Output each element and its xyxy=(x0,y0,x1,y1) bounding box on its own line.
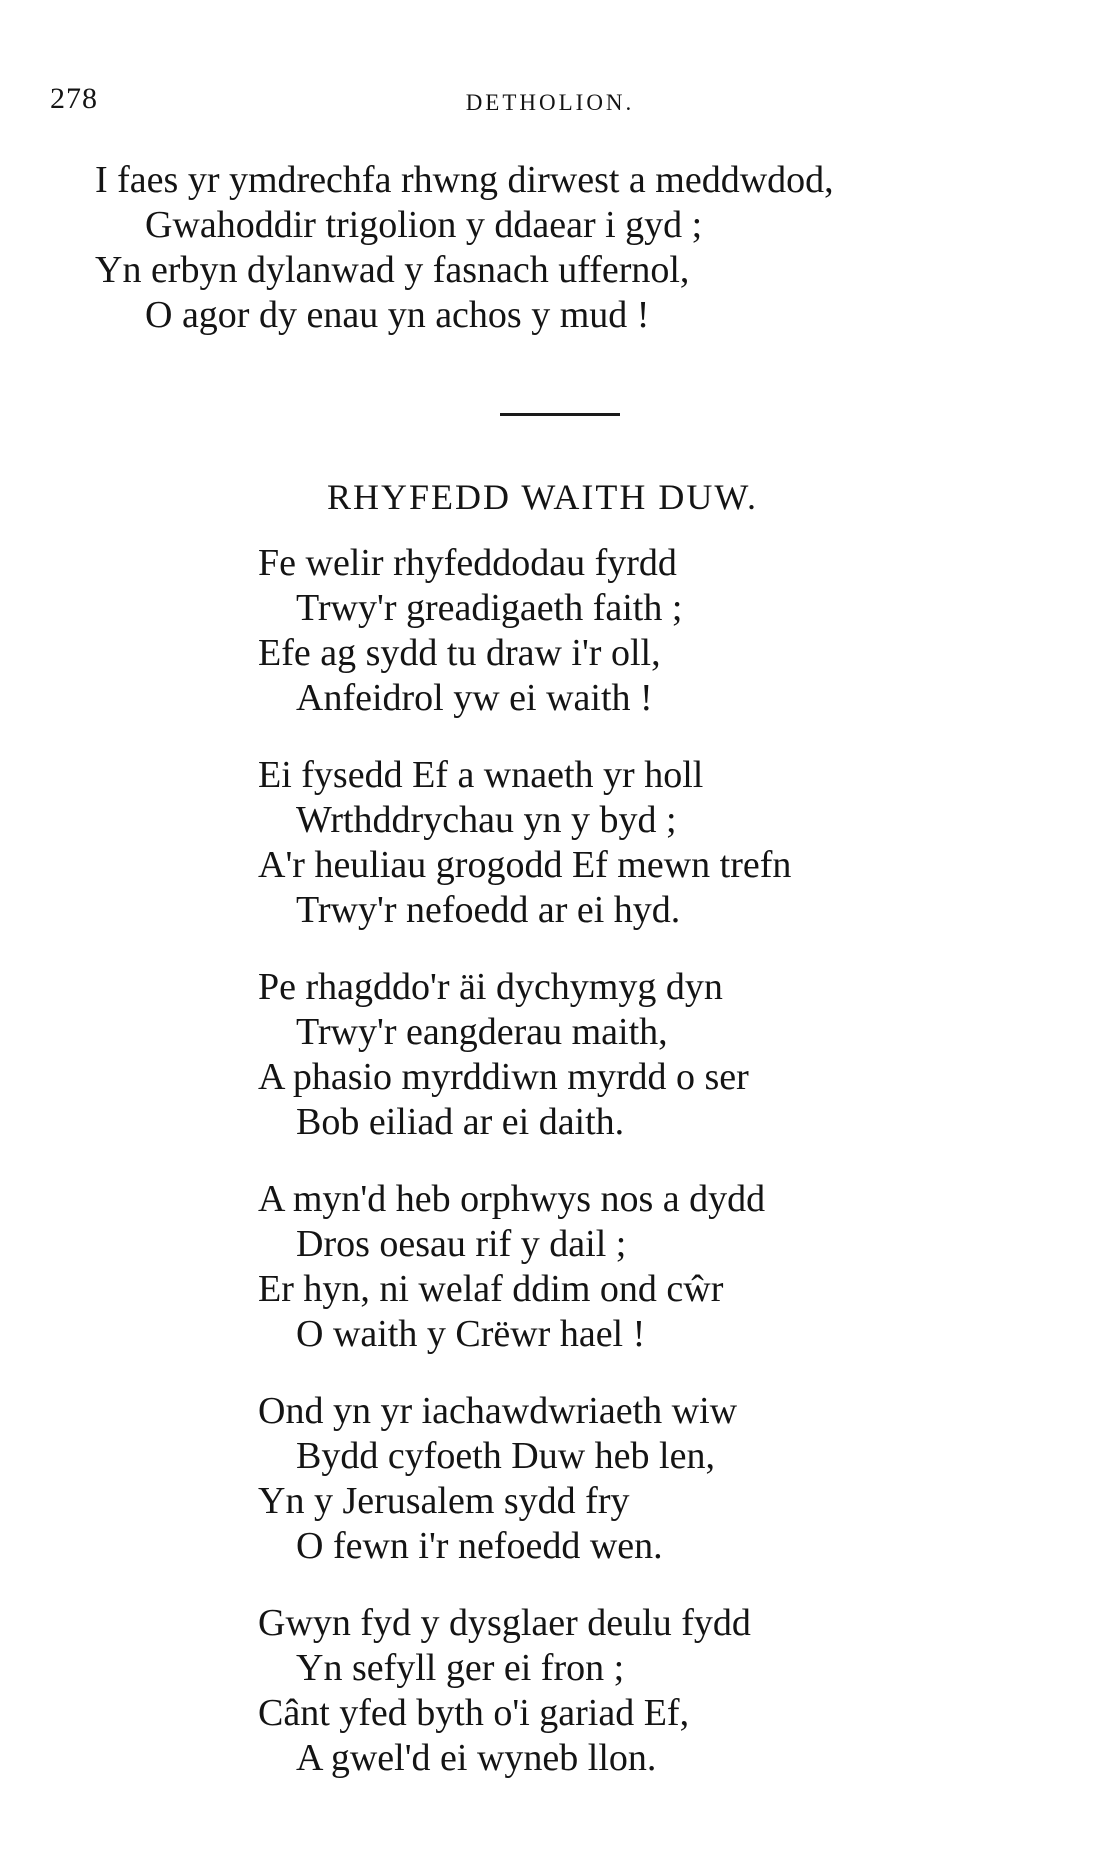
verse-line: Gwahoddir trigolion y ddaear i gyd ; xyxy=(145,204,703,246)
verse-line: I faes yr ymdrechfa rhwng dirwest a meddwdod, xyxy=(95,159,834,201)
verse-line: A gwel'd ei wyneb llon. xyxy=(296,1737,657,1779)
verse-line: Gwyn fyd y dysglaer deulu fydd xyxy=(258,1602,751,1644)
verse-line: Anfeidrol yw ei waith ! xyxy=(296,677,653,719)
verse-line: Yn y Jerusalem sydd fry xyxy=(258,1480,630,1522)
verse-line: Wrthddrychau yn y byd ; xyxy=(296,799,677,841)
stanza-5 xyxy=(258,1389,737,1569)
verse-line: Ond yn yr iachawdwriaeth wiw xyxy=(258,1390,738,1432)
verse-line: A'r heuliau grogodd Ef mewn trefn xyxy=(258,844,792,886)
verse-line: O fewn i'r nefoedd wen. xyxy=(296,1525,663,1567)
verse-line: Cânt yfed byth o'i gariad Ef, xyxy=(258,1692,690,1734)
verse-line: O agor dy enau yn achos y mud ! xyxy=(145,294,650,336)
verse-line: Efe ag sydd tu draw i'r oll, xyxy=(258,632,661,674)
verse-line: Trwy'r greadigaeth faith ; xyxy=(296,587,683,629)
verse-line: A myn'd heb orphwys nos a dydd xyxy=(258,1178,766,1220)
verse-line: A phasio myrddiwn myrdd o ser xyxy=(258,1056,749,1098)
verse-line: Trwy'r eangderau maith, xyxy=(296,1011,668,1053)
running-head: DETHOLION. xyxy=(465,90,635,115)
verse-line: Er hyn, ni welaf ddim ond cŵr xyxy=(258,1268,724,1310)
verse-line: Trwy'r nefoedd ar ei hyd. xyxy=(296,889,681,931)
verse-line: Bydd cyfoeth Duw heb len, xyxy=(296,1435,715,1477)
verse-line: Pe rhagddo'r äi dychymyg dyn xyxy=(258,966,723,1008)
verse-line: Yn sefyll ger ei fron ; xyxy=(296,1647,625,1689)
stanza-4 xyxy=(258,1177,765,1357)
stanza-1 xyxy=(258,541,682,721)
previous-poem-ending xyxy=(95,158,834,338)
stanza-2 xyxy=(258,753,791,933)
verse-line: Bob eiliad ar ei daith. xyxy=(296,1101,625,1143)
verse-line: Ei fysedd Ef a wnaeth yr holl xyxy=(258,754,704,796)
poem-title: RHYFEDD WAITH DUW. xyxy=(327,477,758,517)
stanza-3 xyxy=(258,965,749,1145)
section-divider xyxy=(500,413,620,416)
verse-line: Dros oesau rif y dail ; xyxy=(296,1223,627,1265)
page-number: 278 xyxy=(50,82,98,115)
verse-line: O waith y Crëwr hael ! xyxy=(296,1313,646,1355)
verse-line: Fe welir rhyfeddodau fyrdd xyxy=(258,542,677,584)
stanza-6 xyxy=(258,1601,751,1781)
verse-line: Yn erbyn dylanwad y fasnach uffernol, xyxy=(95,249,690,291)
